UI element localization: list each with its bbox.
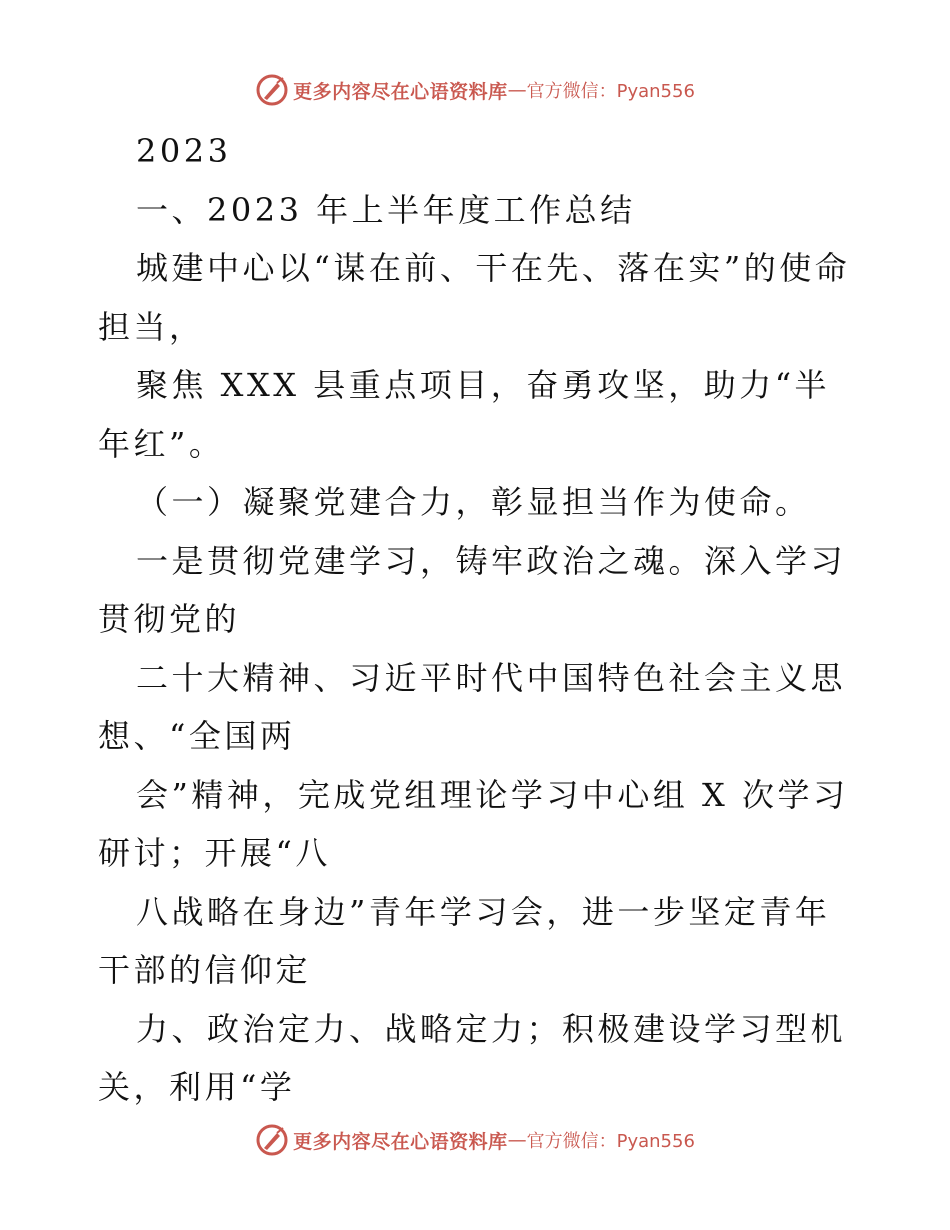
header-banner bbox=[0, 70, 950, 110]
paragraph: 城建中心以“谋在前、干在先、落在实”的使命担当， bbox=[98, 249, 851, 346]
quill-logo-icon bbox=[255, 73, 289, 107]
footer-banner-title: 更多内容尽在心语资料库 bbox=[293, 1130, 508, 1153]
header-banner-title: 更多内容尽在心语资料库 bbox=[293, 80, 508, 103]
paragraph: 一是贯彻党建学习，铸牢政治之魂。深入学习贯彻党的 bbox=[98, 541, 847, 638]
quill-logo-icon bbox=[255, 1123, 289, 1157]
footer-banner bbox=[0, 1120, 950, 1160]
header-banner-separator: — bbox=[507, 79, 527, 101]
subsection-heading: （一）凝聚党建合力，彰显担当作为使命。 bbox=[136, 483, 811, 521]
footer-banner-separator: — bbox=[507, 1129, 527, 1151]
paragraph: 力、政治定力、战略定力；积极建设学习型机关，利用“学 bbox=[98, 1009, 847, 1106]
header-banner-wechat: 官方微信：Pyan556 bbox=[526, 81, 695, 102]
section-heading: 一、2023 年上半年度工作总结 bbox=[136, 190, 636, 229]
document-body bbox=[98, 122, 858, 1117]
paragraph: 八战略在身边”青年学习会，进一步坚定青年干部的信仰定 bbox=[98, 892, 831, 989]
footer-banner-wechat: 官方微信：Pyan556 bbox=[526, 1131, 695, 1152]
paragraph-year: 2023 bbox=[136, 132, 232, 170]
paragraph: 聚焦 XXX 县重点项目，奋勇攻坚，助力“半年红”。 bbox=[98, 366, 831, 463]
paragraph: 二十大精神、习近平时代中国特色社会主义思想、“全国两 bbox=[98, 658, 847, 755]
paragraph: 会”精神，完成党组理论学习中心组 X 次学习研讨；开展“八 bbox=[98, 775, 849, 872]
